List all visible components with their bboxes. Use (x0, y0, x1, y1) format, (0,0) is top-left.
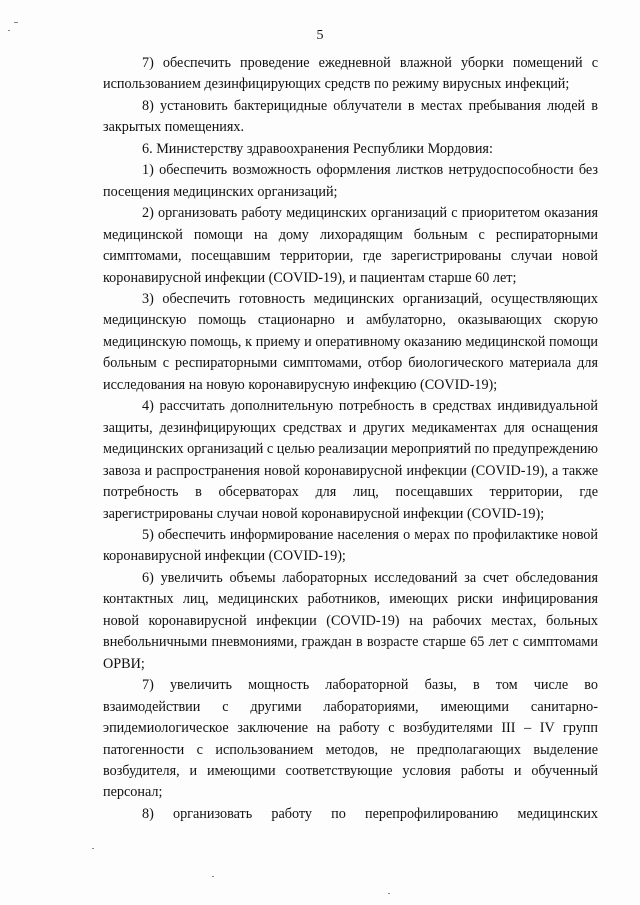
paragraph: 2) организовать работу медицинских организаций с приоритетом оказания медицинской помощи на дому лихорадящим больным с респираторными симптомами, посещавшим территории, где зарегистрированы случаи новой коронавирусной инфекции (COVID-19), и пациентам старше 60 лет; (103, 205, 598, 286)
scan-speck (8, 30, 10, 31)
scan-speck (212, 876, 214, 877)
paragraph: 1) обеспечить возможность оформления листков нетрудоспособности без посещения медицинских организаций; (103, 162, 598, 200)
paragraph: 3) обеспечить готовность медицинских организаций, осуществляющих медицинскую помощь стационарно и амбулаторно, оказывающих скорую медицинскую помощь, к приему и оперативному оказанию медицинской помощи больным с респираторными симптомами, отбор биологического материала для исследования на новую коронавирусную инфекцию (COVID-19); (103, 290, 598, 393)
scan-speck (388, 893, 390, 894)
paragraph-continues: 8) организовать работу по перепрофилированию медицинских (142, 805, 598, 822)
paragraph: 7) обеспечить проведение ежедневной влажной уборки помещений с использованием дезинфицирующих средств по режиму вирусных инфекций; (103, 55, 598, 93)
scan-speck (92, 848, 94, 849)
page-number: 5 (316, 28, 324, 43)
paragraph: 7) увеличить мощность лабораторной базы, в том числе во взаимодействии с другими лабораториями, имеющими санитарно-эпидемиологическое заключение на работу с возбудителями III – IV групп патогенности с использованием методов, не предполагающих выделение возбудителя, и имеющими соответствующие условия работы и обученный персонал; (103, 677, 598, 801)
paragraph: 5) обеспечить информирование населения о мерах по профилактике новой коронавирусной инфекции (COVID-19); (103, 526, 598, 565)
section-heading: 6. Министерству здравоохранения Республики Мордовия: (142, 140, 493, 157)
paragraph: 8) установить бактерицидные облучатели в местах пребывания людей в закрытых помещениях. (103, 97, 598, 136)
paragraph: 4) рассчитать дополнительную потребность в средствах индивидуальной защиты, дезинфицирующих средствах и других медикаментах для оснащения медицинских организаций с целью реализации мероприятий по предупреждению завоза и распространения новой коронавирусной инфекции (COVID-19), а также потребность в обсерваторах для лиц, посещавших территории, где зарегистрированы случаи новой коронавирусной инфекции (COVID-19); (103, 398, 598, 522)
paragraph: 6) увеличить объемы лабораторных исследований за счет обследования контактных лиц, медицинских работников, имеющих риски инфицирования новой коронавирусной инфекции (COVID-19) на рабочих местах, больных внебольничными пневмониями, граждан в возрасте старше 65 лет с симптомами ОРВИ; (103, 569, 598, 672)
body-text (103, 53, 598, 825)
scan-speck (14, 22, 18, 23)
